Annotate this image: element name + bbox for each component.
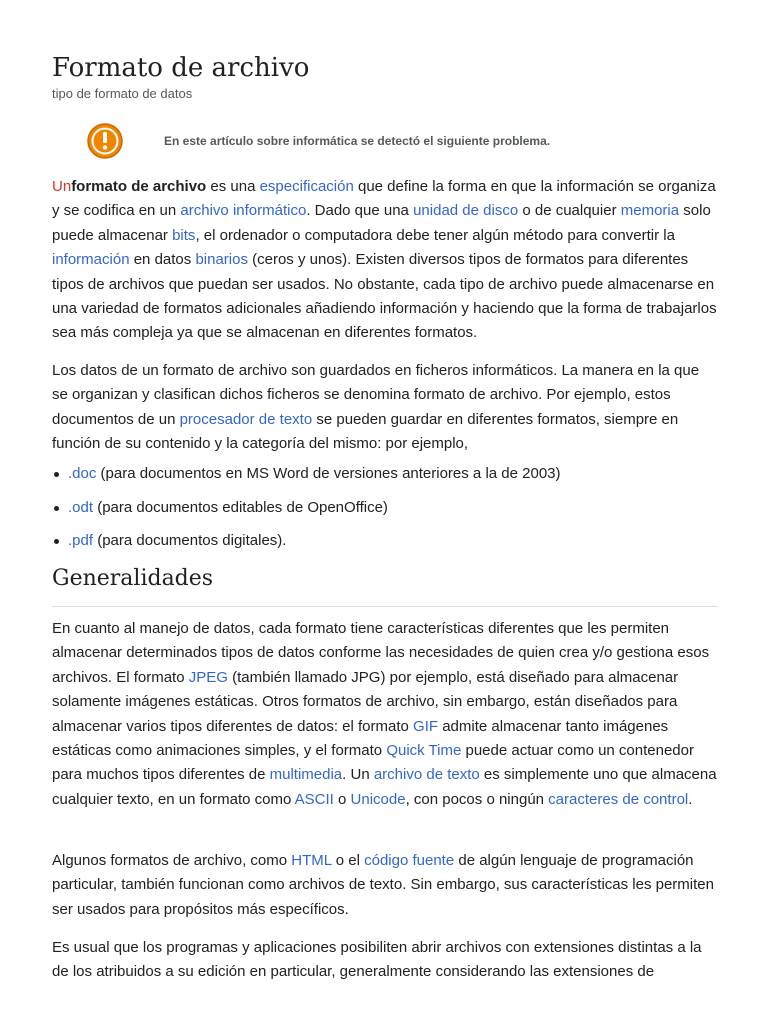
text: En cuanto al manejo de datos, cada formato tiene características diferentes que les permiten almacenar determinados tipos de datos conforme las necesidades de quien crea y/o gestiona esos archivos. El formato xyxy=(52,620,710,686)
text: (ceros y unos). Existen diversos tipos de formatos para diferentes tipos de archivos que puedan ser usados. No obstante, cada tipo de archivo puede almacenarse en una variedad de formatos adicionales añadiendo información y haciendo que la forma de trabajarlos sea más compleja ya que se almacenan en diferentes formatos. xyxy=(52,251,717,342)
link-binarios[interactable]: binarios xyxy=(195,251,248,269)
text: es una xyxy=(206,178,260,195)
link-ascii[interactable]: ASCII xyxy=(294,790,334,808)
text: (también llamado JPG) por ejemplo, está diseñado para almacenar solamente imágenes estáticas. Otros formatos de archivo, sin embargo, están diseñados para almacenar varios tipos diferentes de datos: el formato xyxy=(52,668,679,735)
text: . Dado que una xyxy=(306,202,414,220)
text: o xyxy=(333,790,351,808)
bold-term: formato de archivo xyxy=(71,178,207,195)
warning-icon xyxy=(86,122,124,160)
red-link-un[interactable]: Un xyxy=(52,178,72,195)
link-archivo-informatico[interactable]: archivo informático xyxy=(180,202,307,220)
text: , con pocos o ningún xyxy=(405,790,549,808)
paragraph-2 xyxy=(52,359,718,457)
paragraph-4 xyxy=(52,849,718,922)
text: de algún lenguaje de programación particular, también funcionan como archivos de texto. Sin embargo, sus características les permiten ser usados para propósitos más específicos. xyxy=(52,852,714,918)
link-unidad-de-disco[interactable]: unidad de disco xyxy=(413,202,519,220)
text: . Un xyxy=(342,766,374,784)
link-caracteres-de-control[interactable]: caracteres de control xyxy=(548,790,689,808)
link-pdf[interactable]: .pdf xyxy=(68,532,94,549)
link-html[interactable]: HTML xyxy=(291,852,332,869)
text: (para documentos en MS Word de versiones anteriores a la de 2003) xyxy=(96,465,561,482)
text: Es usual que los programas y aplicaciones posibiliten abrir archivos con extensiones distintas a la de los atribuidos a su edición en particular, generalmente considerando las extensiones de xyxy=(52,939,702,981)
intro-paragraph xyxy=(52,175,718,346)
link-memoria[interactable]: memoria xyxy=(620,202,680,220)
text: (para documentos digitales). xyxy=(93,532,287,549)
text: es simplemente uno que almacena cualquier texto, en un formato como xyxy=(52,766,717,808)
text: o el xyxy=(331,852,365,869)
link-informacion[interactable]: información xyxy=(52,251,130,269)
text: , el ordenador o computadora debe tener algún método para convertir la xyxy=(195,226,675,244)
link-odt[interactable]: .odt xyxy=(68,498,94,516)
link-codigo-fuente[interactable]: código fuente xyxy=(364,852,455,869)
list-item xyxy=(52,496,718,530)
list-item xyxy=(52,529,718,563)
text: Los datos de un formato de archivo son guardados en ficheros informáticos. La manera en la que se organizan y clasifican dichos ficheros se denomina formato de archivo. Por ejemplo, estos documentos de un xyxy=(52,362,700,428)
page-subtitle: tipo de formato de datos xyxy=(52,86,193,101)
link-jpeg[interactable]: JPEG xyxy=(188,668,228,686)
link-unicode[interactable]: Unicode xyxy=(350,790,406,808)
notice-text: En este artículo sobre informática se detectó el siguiente problema. xyxy=(164,134,551,148)
link-bits[interactable]: bits xyxy=(172,226,196,244)
list-item xyxy=(52,462,718,496)
text: en datos xyxy=(129,251,196,269)
link-doc[interactable]: .doc xyxy=(68,465,97,482)
section-divider xyxy=(52,606,718,607)
notice-box xyxy=(52,122,718,162)
format-list xyxy=(52,462,718,563)
paragraph-5 xyxy=(52,936,718,985)
text: (para documentos editables de OpenOffice) xyxy=(93,498,388,516)
link-procesador-de-texto[interactable]: procesador de texto xyxy=(179,410,313,428)
link-archivo-de-texto[interactable]: archivo de texto xyxy=(373,766,480,784)
text: se pueden guardar en diferentes formatos, siempre en función de su contenido y la categoría del mismo: por ejemplo, xyxy=(52,410,679,453)
text: admite almacenar tanto imágenes estáticas como animaciones simples, y el formato xyxy=(52,717,669,760)
text: . xyxy=(688,790,693,808)
section-heading-generalidades: Generalidades xyxy=(52,566,214,591)
text: Algunos formatos de archivo, como xyxy=(52,852,292,869)
text: solo puede almacenar xyxy=(52,202,711,244)
text: o de cualquier xyxy=(518,202,621,220)
page-title: Formato de archivo xyxy=(52,53,310,83)
paragraph-3 xyxy=(52,617,718,812)
link-multimedia[interactable]: multimedia xyxy=(269,766,343,784)
text: puede actuar como un contenedor para muchos tipos diferentes de xyxy=(52,742,694,784)
link-especificacion[interactable]: especificación xyxy=(259,178,354,195)
text: que define la forma en que la información se organiza y se codifica en un xyxy=(52,178,716,220)
link-gif[interactable]: GIF xyxy=(413,717,439,735)
link-quick-time[interactable]: Quick Time xyxy=(386,742,462,760)
